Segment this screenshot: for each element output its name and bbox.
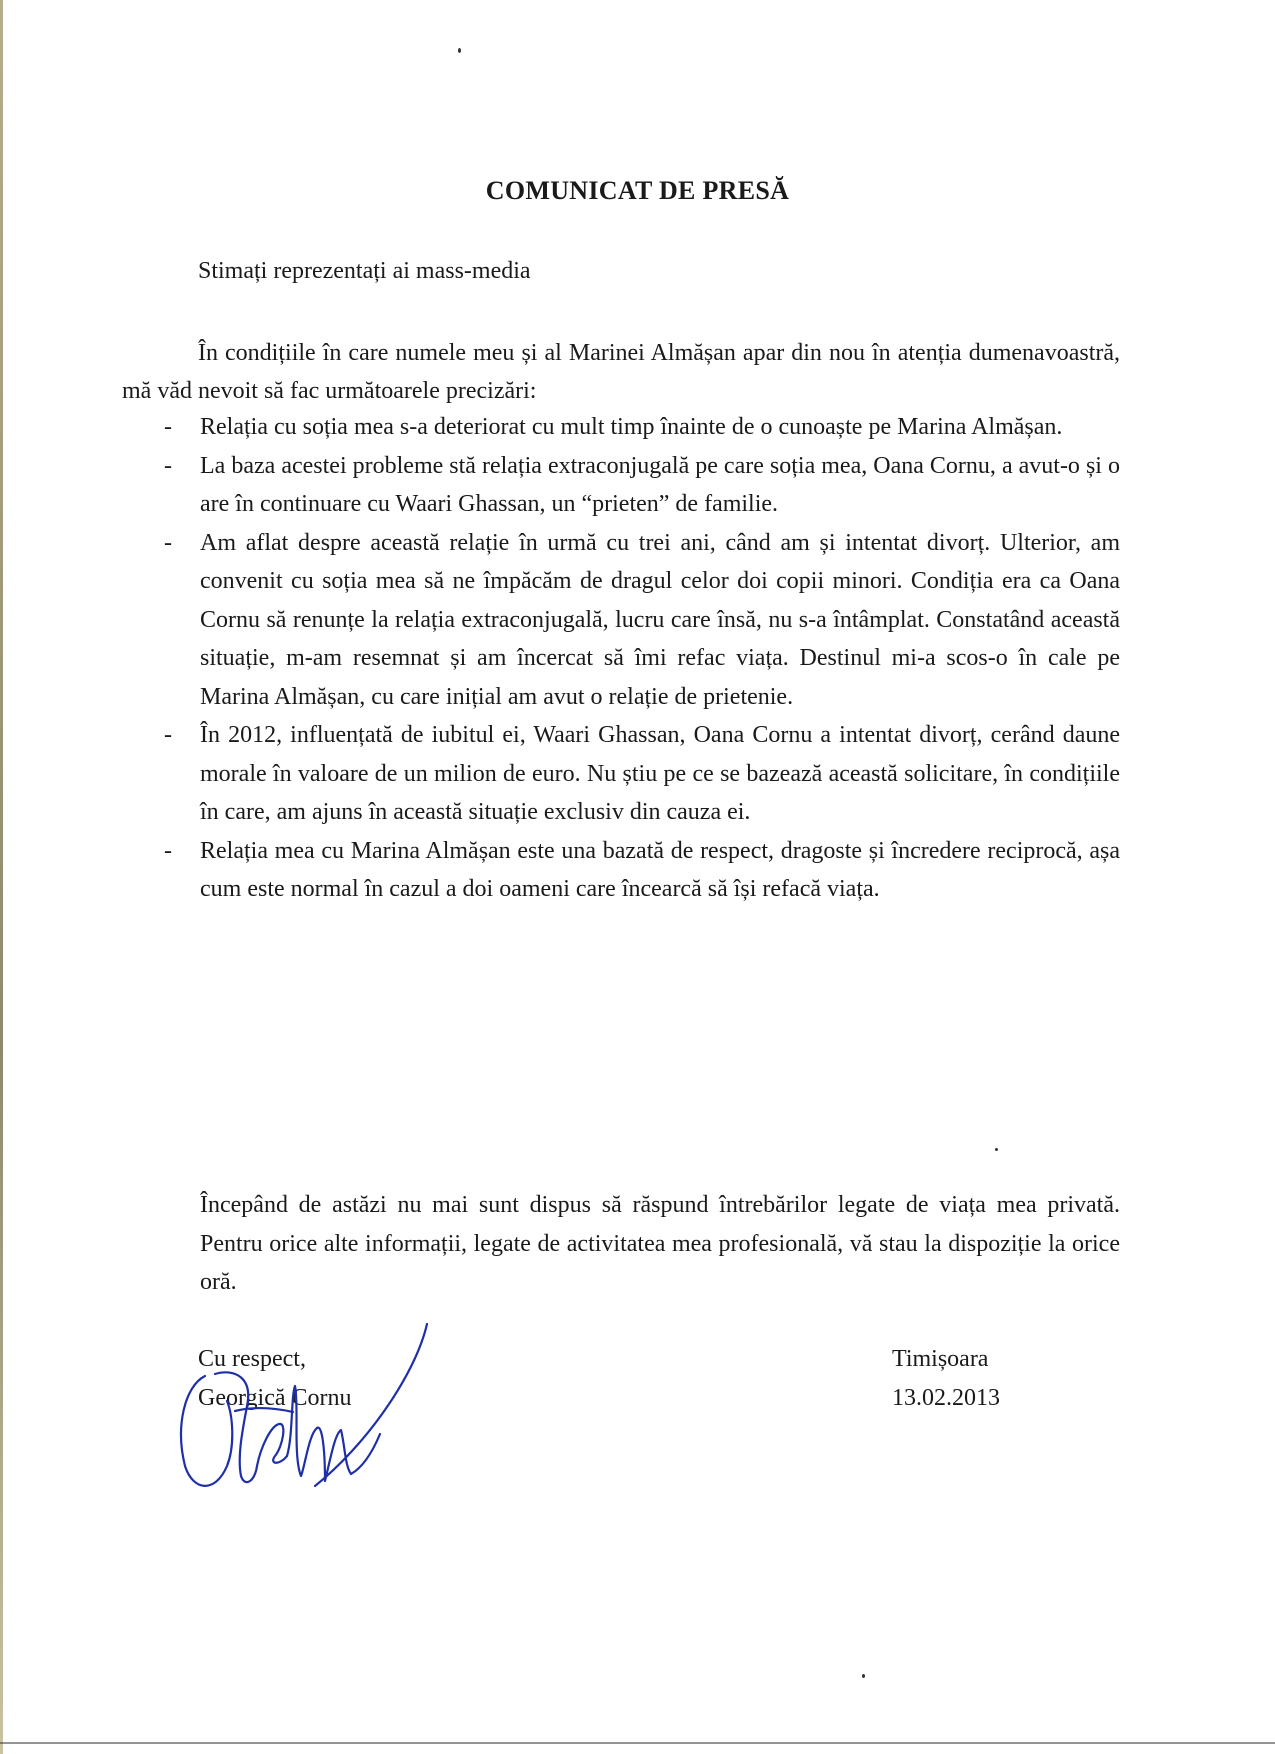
list-item-text: Relația mea cu Marina Almășan este una bazată de respect, dragoste și încredere reciprocă, așa cum este normal în cazul a doi oameni care încearcă să își refacă viața. xyxy=(200,837,1120,902)
scan-bottom-edge xyxy=(0,1742,1275,1744)
list-item xyxy=(164,716,1120,832)
document-title: COMUNICAT DE PRESĂ xyxy=(485,176,790,205)
bullet-dash: - xyxy=(164,837,172,864)
list-item-text: Relația cu soția mea s-a deteriorat cu mult timp înainte de o cunoaște pe Marina Almășan. xyxy=(200,414,1063,440)
scan-speck xyxy=(458,48,461,53)
scan-speck xyxy=(862,1674,865,1678)
list-item-text: Am aflat despre această relație în urmă cu trei ani, când am și intentat divorț. Ulterior, am convenit cu soția mea să ne împăcăm de dragul celor doi copii minori. Condiția era ca Oana Cornu să renunțe la relația extraconjugală, lucru care însă, nu s-a întâmplat. Constatând această situație, m-am resemnat și am încercat să îmi refac viața. Destinul mi-a scos-o în cale pe Marina Almășan, cu care inițial am avut o relație de prietenie. xyxy=(200,529,1120,710)
signoff-text: Cu respect, xyxy=(198,1346,306,1372)
place-text: Timișoara xyxy=(892,1346,989,1372)
greeting: Stimați reprezentați ai mass-media xyxy=(198,258,531,284)
scan-speck xyxy=(995,1148,998,1151)
closing-paragraph: Începând de astăzi nu mai sunt dispus să răspund întrebărilor legate de viața mea privată. Pentru orice alte informații, legate de activitatea mea profesională, vă stau la dispoziție la orice oră. xyxy=(200,1192,1120,1295)
bullet-dash: - xyxy=(164,722,172,748)
bullet-dash: - xyxy=(164,452,172,479)
list-item xyxy=(164,408,1120,447)
bullet-dash: - xyxy=(164,414,172,440)
bullet-dash: - xyxy=(164,529,172,556)
scan-left-edge xyxy=(0,0,3,1754)
place-date-block xyxy=(892,1340,1000,1417)
list-item xyxy=(164,832,1120,909)
points-list xyxy=(164,408,1120,909)
intro-paragraph: În condițiile în care numele meu și al Marinei Almășan apar din nou în atenția dumenavoastră, mă văd nevoit să fac următoarele precizări: xyxy=(122,340,1120,404)
list-item xyxy=(164,524,1120,717)
signer-name: Georgică Cornu xyxy=(198,1384,352,1411)
list-item-text: La baza acestei probleme stă relația extraconjugală pe care soția mea, Oana Cornu, a avut-o și o are în continuare cu Waari Ghassan, un “prieten” de familie. xyxy=(200,452,1120,517)
date-text: 13.02.2013 xyxy=(892,1384,1000,1411)
list-item-text: În 2012, influențată de iubitul ei, Waari Ghassan, Oana Cornu a intentat divorț, cerând daune morale în valoare de un milion de euro. Nu știu pe ce se bazează această solicitare, în condițiile în care, am ajuns în această situație exclusiv din cauza ei. xyxy=(200,722,1120,825)
handwritten-signature xyxy=(175,1316,445,1496)
list-item xyxy=(164,447,1120,524)
